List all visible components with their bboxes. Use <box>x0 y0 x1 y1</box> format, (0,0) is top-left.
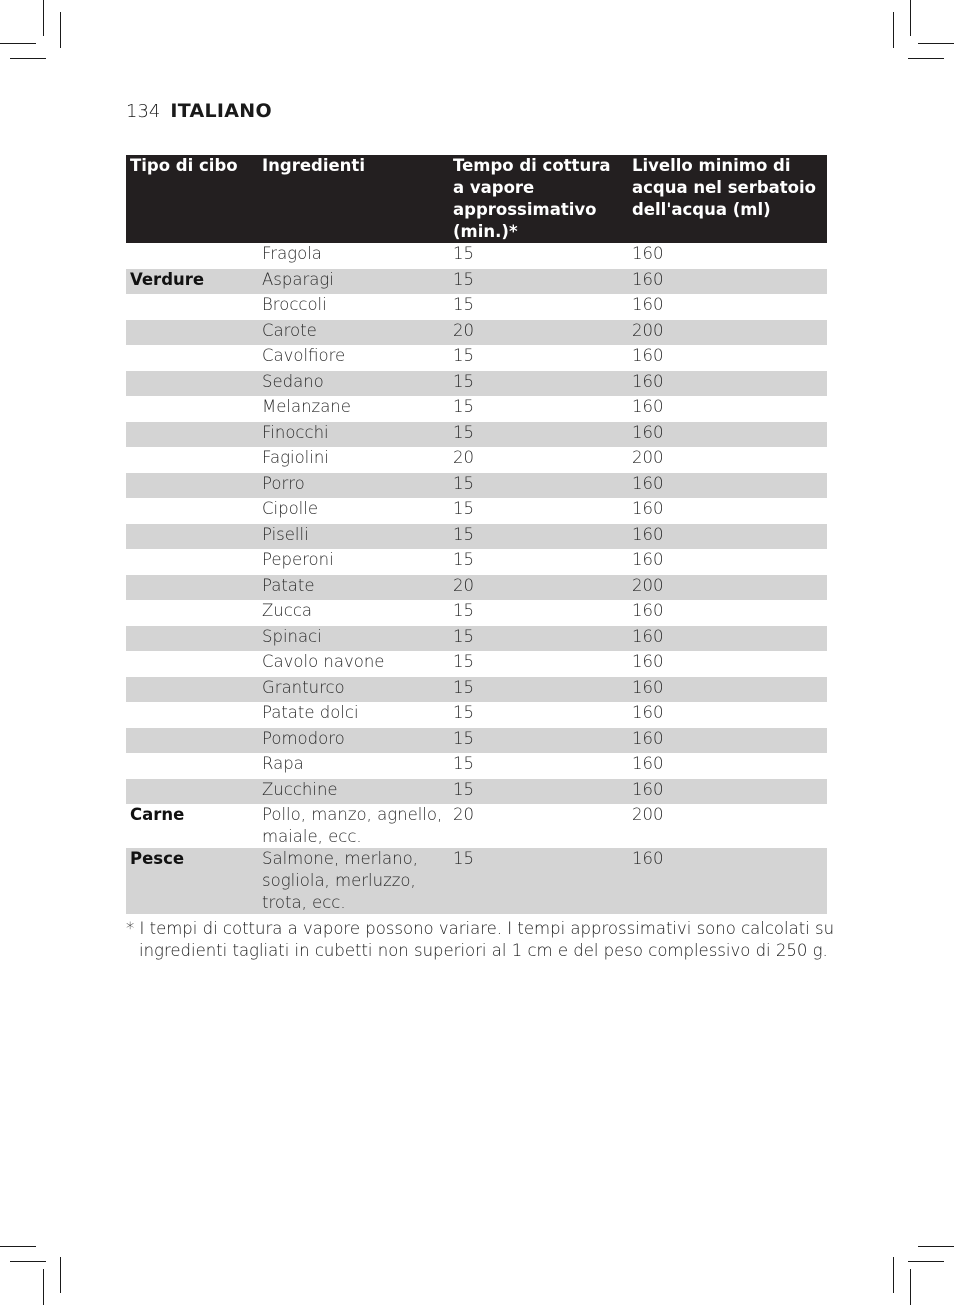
ingredient-cell: Cipolle <box>262 499 318 518</box>
table-row <box>126 320 827 346</box>
ingredient-cell: Broccoli <box>262 295 327 314</box>
water-level-cell: 200 <box>632 448 664 467</box>
table-body <box>126 243 827 914</box>
water-level-cell: 160 <box>632 652 664 671</box>
food-type-cell <box>126 473 258 499</box>
table-row <box>126 549 827 575</box>
ingredient-cell: Pomodoro <box>258 728 449 754</box>
food-type-cell <box>126 498 258 524</box>
table-row <box>126 626 827 652</box>
steaming-time-cell: 20 <box>453 448 474 467</box>
steaming-time-cell: 15 <box>449 524 628 550</box>
ingredient-cell: Zucca <box>262 601 313 620</box>
water-level-cell: 160 <box>628 677 827 703</box>
food-type-cell: Pesce <box>126 848 258 914</box>
ingredient-cell: Fagiolini <box>262 448 329 467</box>
water-level-cell: 160 <box>628 779 827 805</box>
ingredient-cell: Cavolfiore <box>262 346 346 365</box>
ingredient-cell: Granturco <box>258 677 449 703</box>
steaming-time-cell: 15 <box>453 601 474 620</box>
ingredient-cell: Asparagi <box>258 269 449 295</box>
ingredient-cell: Sedano <box>258 371 449 397</box>
table-row <box>126 677 827 703</box>
steaming-time-cell: 15 <box>449 422 628 448</box>
table-row <box>126 651 827 677</box>
water-level-cell: 160 <box>628 269 827 295</box>
water-level-cell: 200 <box>628 320 827 346</box>
steaming-time-cell: 15 <box>453 346 474 365</box>
ingredient-cell: Zucchine <box>258 779 449 805</box>
ingredient-cell: Salmone, merlano, sogliola, merluzzo, trota, ecc. <box>258 848 449 914</box>
water-level-cell: 160 <box>632 397 664 416</box>
table-row <box>126 779 827 805</box>
ingredient-cell: Peperoni <box>262 550 334 569</box>
table-row <box>126 728 827 754</box>
water-level-cell: 160 <box>628 728 827 754</box>
food-type-cell <box>126 626 258 652</box>
food-type-cell <box>126 753 258 779</box>
water-level-cell: 160 <box>632 244 664 263</box>
food-type-cell <box>126 396 258 422</box>
table-row <box>126 524 827 550</box>
table-row <box>126 575 827 601</box>
food-type-cell <box>126 345 258 371</box>
steaming-time-cell: 15 <box>453 550 474 569</box>
ingredient-cell: Finocchi <box>258 422 449 448</box>
water-level-cell: 160 <box>632 346 664 365</box>
table-row <box>126 396 827 422</box>
steaming-table <box>126 155 827 914</box>
steaming-time-cell: 15 <box>453 499 474 518</box>
food-type-cell <box>126 243 258 269</box>
water-level-cell: 200 <box>628 575 827 601</box>
table-row <box>126 345 827 371</box>
steaming-time-cell: 15 <box>453 652 474 671</box>
steaming-time-cell: 15 <box>453 703 474 722</box>
water-level-cell: 160 <box>628 473 827 499</box>
food-type-cell <box>126 702 258 728</box>
water-level-cell: 160 <box>628 524 827 550</box>
table-row <box>126 753 827 779</box>
column-header-steaming-time: Tempo di cottura a vapore approssimativo (min.)* <box>449 155 628 243</box>
food-type-cell <box>126 320 258 346</box>
column-header-ingredients: Ingredienti <box>258 155 449 243</box>
water-level-cell: 160 <box>628 371 827 397</box>
steaming-time-cell: 20 <box>453 805 474 824</box>
table-row <box>126 848 827 914</box>
steaming-time-cell: 15 <box>449 371 628 397</box>
water-level-cell: 160 <box>632 550 664 569</box>
food-type-cell <box>126 447 258 473</box>
food-type-cell <box>126 575 258 601</box>
food-type-cell <box>126 549 258 575</box>
ingredient-cell: Fragola <box>262 244 322 263</box>
table-row <box>126 243 827 269</box>
food-type-cell <box>126 524 258 550</box>
steaming-time-cell: 15 <box>449 473 628 499</box>
food-type-cell <box>126 677 258 703</box>
water-level-cell: 160 <box>628 848 827 914</box>
table-row <box>126 269 827 295</box>
ingredient-cell: Pollo, manzo, agnello, maiale, ecc. <box>262 805 443 846</box>
table-row <box>126 498 827 524</box>
table-row <box>126 702 827 728</box>
food-type-cell <box>126 422 258 448</box>
footnote: * I tempi di cottura a vapore possono variare. I tempi approssimativi sono calcolati su ingredienti tagliati in cubetti non superiori al 1 cm e del peso complessivo di 250 g. <box>126 919 835 960</box>
steaming-time-cell: 15 <box>453 754 474 773</box>
steaming-time-cell: 20 <box>449 320 628 346</box>
ingredient-cell: Melanzane <box>262 397 351 416</box>
ingredient-cell: Piselli <box>258 524 449 550</box>
page-header <box>126 100 272 122</box>
water-level-cell: 160 <box>632 499 664 518</box>
food-type-cell <box>126 779 258 805</box>
ingredient-cell: Patate dolci <box>262 703 359 722</box>
ingredient-cell: Carote <box>258 320 449 346</box>
water-level-cell: 160 <box>632 601 664 620</box>
ingredient-cell: Porro <box>258 473 449 499</box>
table-row <box>126 422 827 448</box>
ingredient-cell: Cavolo navone <box>262 652 385 671</box>
water-level-cell: 160 <box>628 422 827 448</box>
steaming-time-cell: 15 <box>449 848 628 914</box>
food-type-cell <box>126 371 258 397</box>
steaming-time-cell: 15 <box>449 728 628 754</box>
page-number: 134 <box>126 101 161 122</box>
table-row <box>126 804 827 848</box>
table-row <box>126 294 827 320</box>
food-type-cell <box>126 600 258 626</box>
water-level-cell: 160 <box>632 703 664 722</box>
food-type-cell: Carne <box>130 805 185 824</box>
steaming-time-cell: 15 <box>449 779 628 805</box>
ingredient-cell: Patate <box>258 575 449 601</box>
table-row <box>126 600 827 626</box>
food-type-cell: Verdure <box>126 269 258 295</box>
ingredient-cell: Spinaci <box>258 626 449 652</box>
steaming-time-cell: 15 <box>449 677 628 703</box>
steaming-time-cell: 15 <box>453 295 474 314</box>
steaming-time-cell: 15 <box>453 244 474 263</box>
table-row <box>126 371 827 397</box>
food-type-cell <box>126 728 258 754</box>
water-level-cell: 160 <box>632 754 664 773</box>
steaming-time-cell: 20 <box>449 575 628 601</box>
food-type-cell <box>126 294 258 320</box>
column-header-water-level: Livello minimo di acqua nel serbatoio dell'acqua (ml) <box>628 155 827 243</box>
steaming-time-cell: 15 <box>449 269 628 295</box>
table-row <box>126 473 827 499</box>
food-type-cell <box>126 651 258 677</box>
steaming-time-cell: 15 <box>453 397 474 416</box>
language-heading: ITALIANO <box>170 100 272 122</box>
steaming-time-cell: 15 <box>449 626 628 652</box>
table-header-row <box>126 155 827 243</box>
water-level-cell: 160 <box>628 626 827 652</box>
ingredient-cell: Rapa <box>262 754 304 773</box>
water-level-cell: 160 <box>632 295 664 314</box>
water-level-cell: 200 <box>632 805 664 824</box>
table-row <box>126 447 827 473</box>
column-header-food-type: Tipo di cibo <box>126 155 258 243</box>
